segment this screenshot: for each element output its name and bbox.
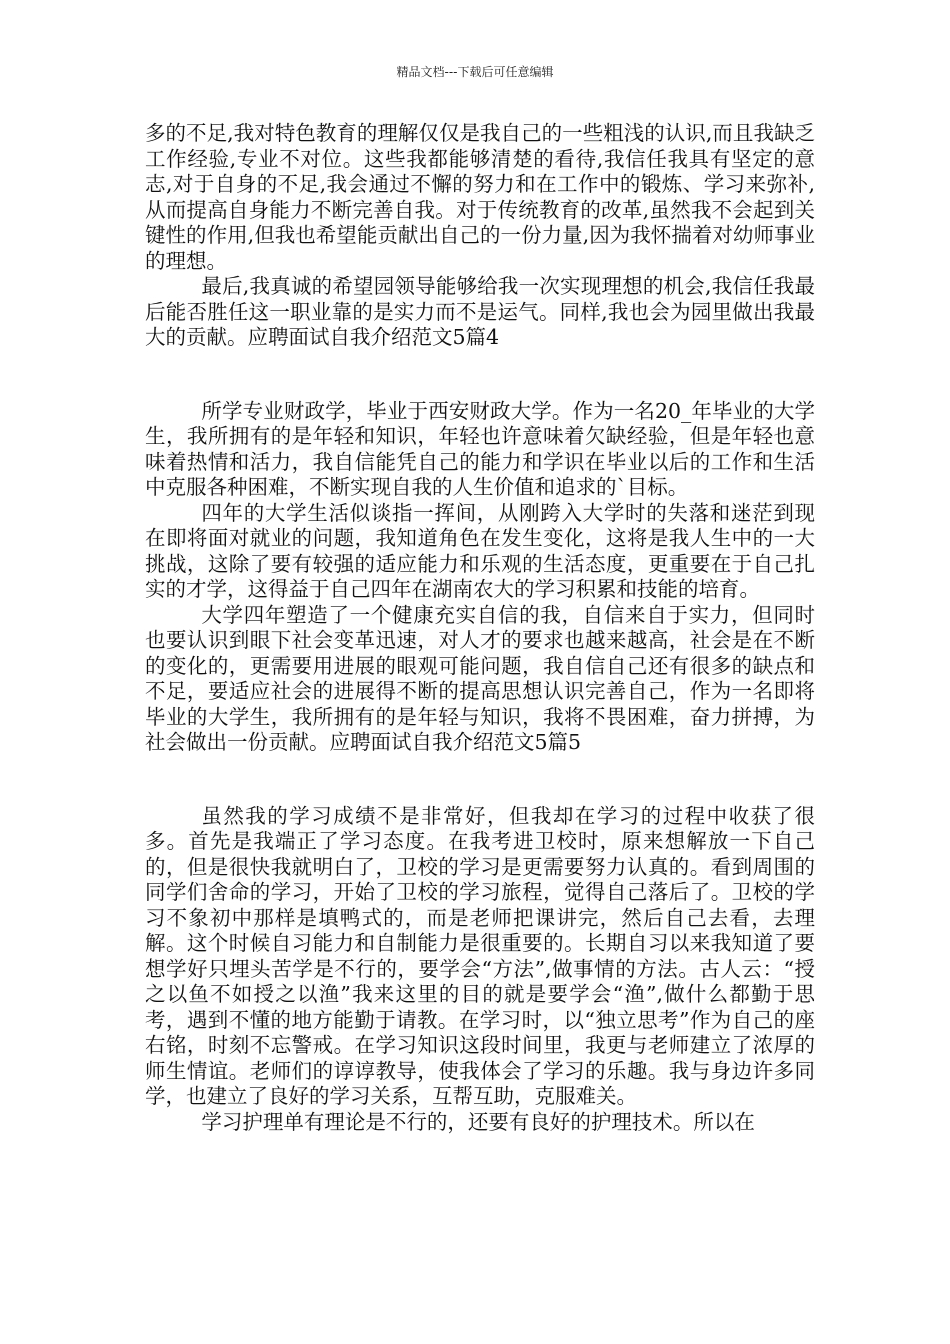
paragraph: 最后,我真诚的希望园领导能够给我一次实现理想的机会,我信任我最后能否胜任这一职业靠的是实力而不是运气。同样,我也会为园里做出我最大的贡献。应聘面试自我介绍范文5篇4 xyxy=(145,274,815,349)
page-header: 精品文档---下载后可任意编辑 xyxy=(396,65,554,79)
section-3 xyxy=(145,804,815,1136)
paragraph: 所学专业财政学，毕业于西安财政大学。作为一名20_年毕业的大学生，我所拥有的是年轻和知识，年轻也许意味着欠缺经验，但是年轻也意味着热情和活力，我自信能凭自己的能力和学识在毕业以后的工作和生活中克服各种困难，不断实现自我的人生价值和追求的`目标。 xyxy=(145,398,815,499)
paragraph: 虽然我的学习成绩不是非常好，但我却在学习的过程中收获了很多。首先是我端正了学习态度。在我考进卫校时，原来想解放一下自己的，但是很快我就明白了，卫校的学习是更需要努力认真的。看到周围的同学们舍命的学习，开始了卫校的学习旅程，觉得自己落后了。卫校的学习不象初中那样是填鸭式的，而是老师把课讲完，然后自己去看，去理解。这个时候自习能力和自制能力是很重要的。长期自习以来我知道了要想学好只埋头苦学是不行的，要学会“方法”,做事情的方法。古人云：“授之以鱼不如授之以渔”我来这里的目的就是要学会“渔”,做什么都勤于思考，遇到不懂的地方能勤于请教。在学习时，以“独立思考”作为自己的座右铭，时刻不忘警戒。在学习知识这段时间里，我更与老师建立了浓厚的师生情谊。老师们的谆谆教导，使我体会了学习的乐趣。我与身边许多同学，也建立了良好的学习关系，互帮互助，克服难关。 xyxy=(145,803,815,1108)
section-gap xyxy=(145,351,815,399)
section-gap xyxy=(145,756,815,804)
paragraph: 学习护理单有理论是不行的，还要有良好的护理技术。所以在 xyxy=(201,1109,755,1134)
section-1 xyxy=(145,121,815,351)
section-2 xyxy=(145,399,815,756)
document-body xyxy=(145,121,815,1135)
paragraph: 多的不足,我对特色教育的理解仅仅是我自己的一些粗浅的认识,而且我缺乏工作经验,专业不对位。这些我都能够清楚的看待,我信任我具有坚定的意志,对于自身的不足,我会通过不懈的努力和在工作中的锻炼、学习来弥补,从而提高自身能力不断完善自我。对于传统教育的改革,虽然我不会起到关键性的作用,但我也希望能贡献出自己的一份力量,因为我怀揣着对幼师事业的理想。 xyxy=(145,121,815,273)
paragraph: 四年的大学生活似谈指一挥间，从刚跨入大学时的失落和迷茫到现在即将面对就业的问题，我知道角色在发生变化，这将是我人生中的一大挑战，这除了要有较强的适应能力和乐观的生活态度，更重要在于自己扎实的才学，这得益于自己四年在湖南农大的学习积累和技能的培育。 xyxy=(145,500,815,601)
paragraph: 大学四年塑造了一个健康充实自信的我，自信来自于实力，但同时也要认识到眼下社会变革迅速，对人才的要求也越来越高，社会是在不断的变化的，更需要用进展的眼观可能问题，我自信自己还有很多的缺点和不足，要适应社会的进展得不断的提高思想认识完善自己，作为一名即将毕业的大学生，我所拥有的是年轻与知识，我将不畏困难，奋力拼搏，为社会做出一份贡献。应聘面试自我介绍范文5篇5 xyxy=(145,602,815,754)
